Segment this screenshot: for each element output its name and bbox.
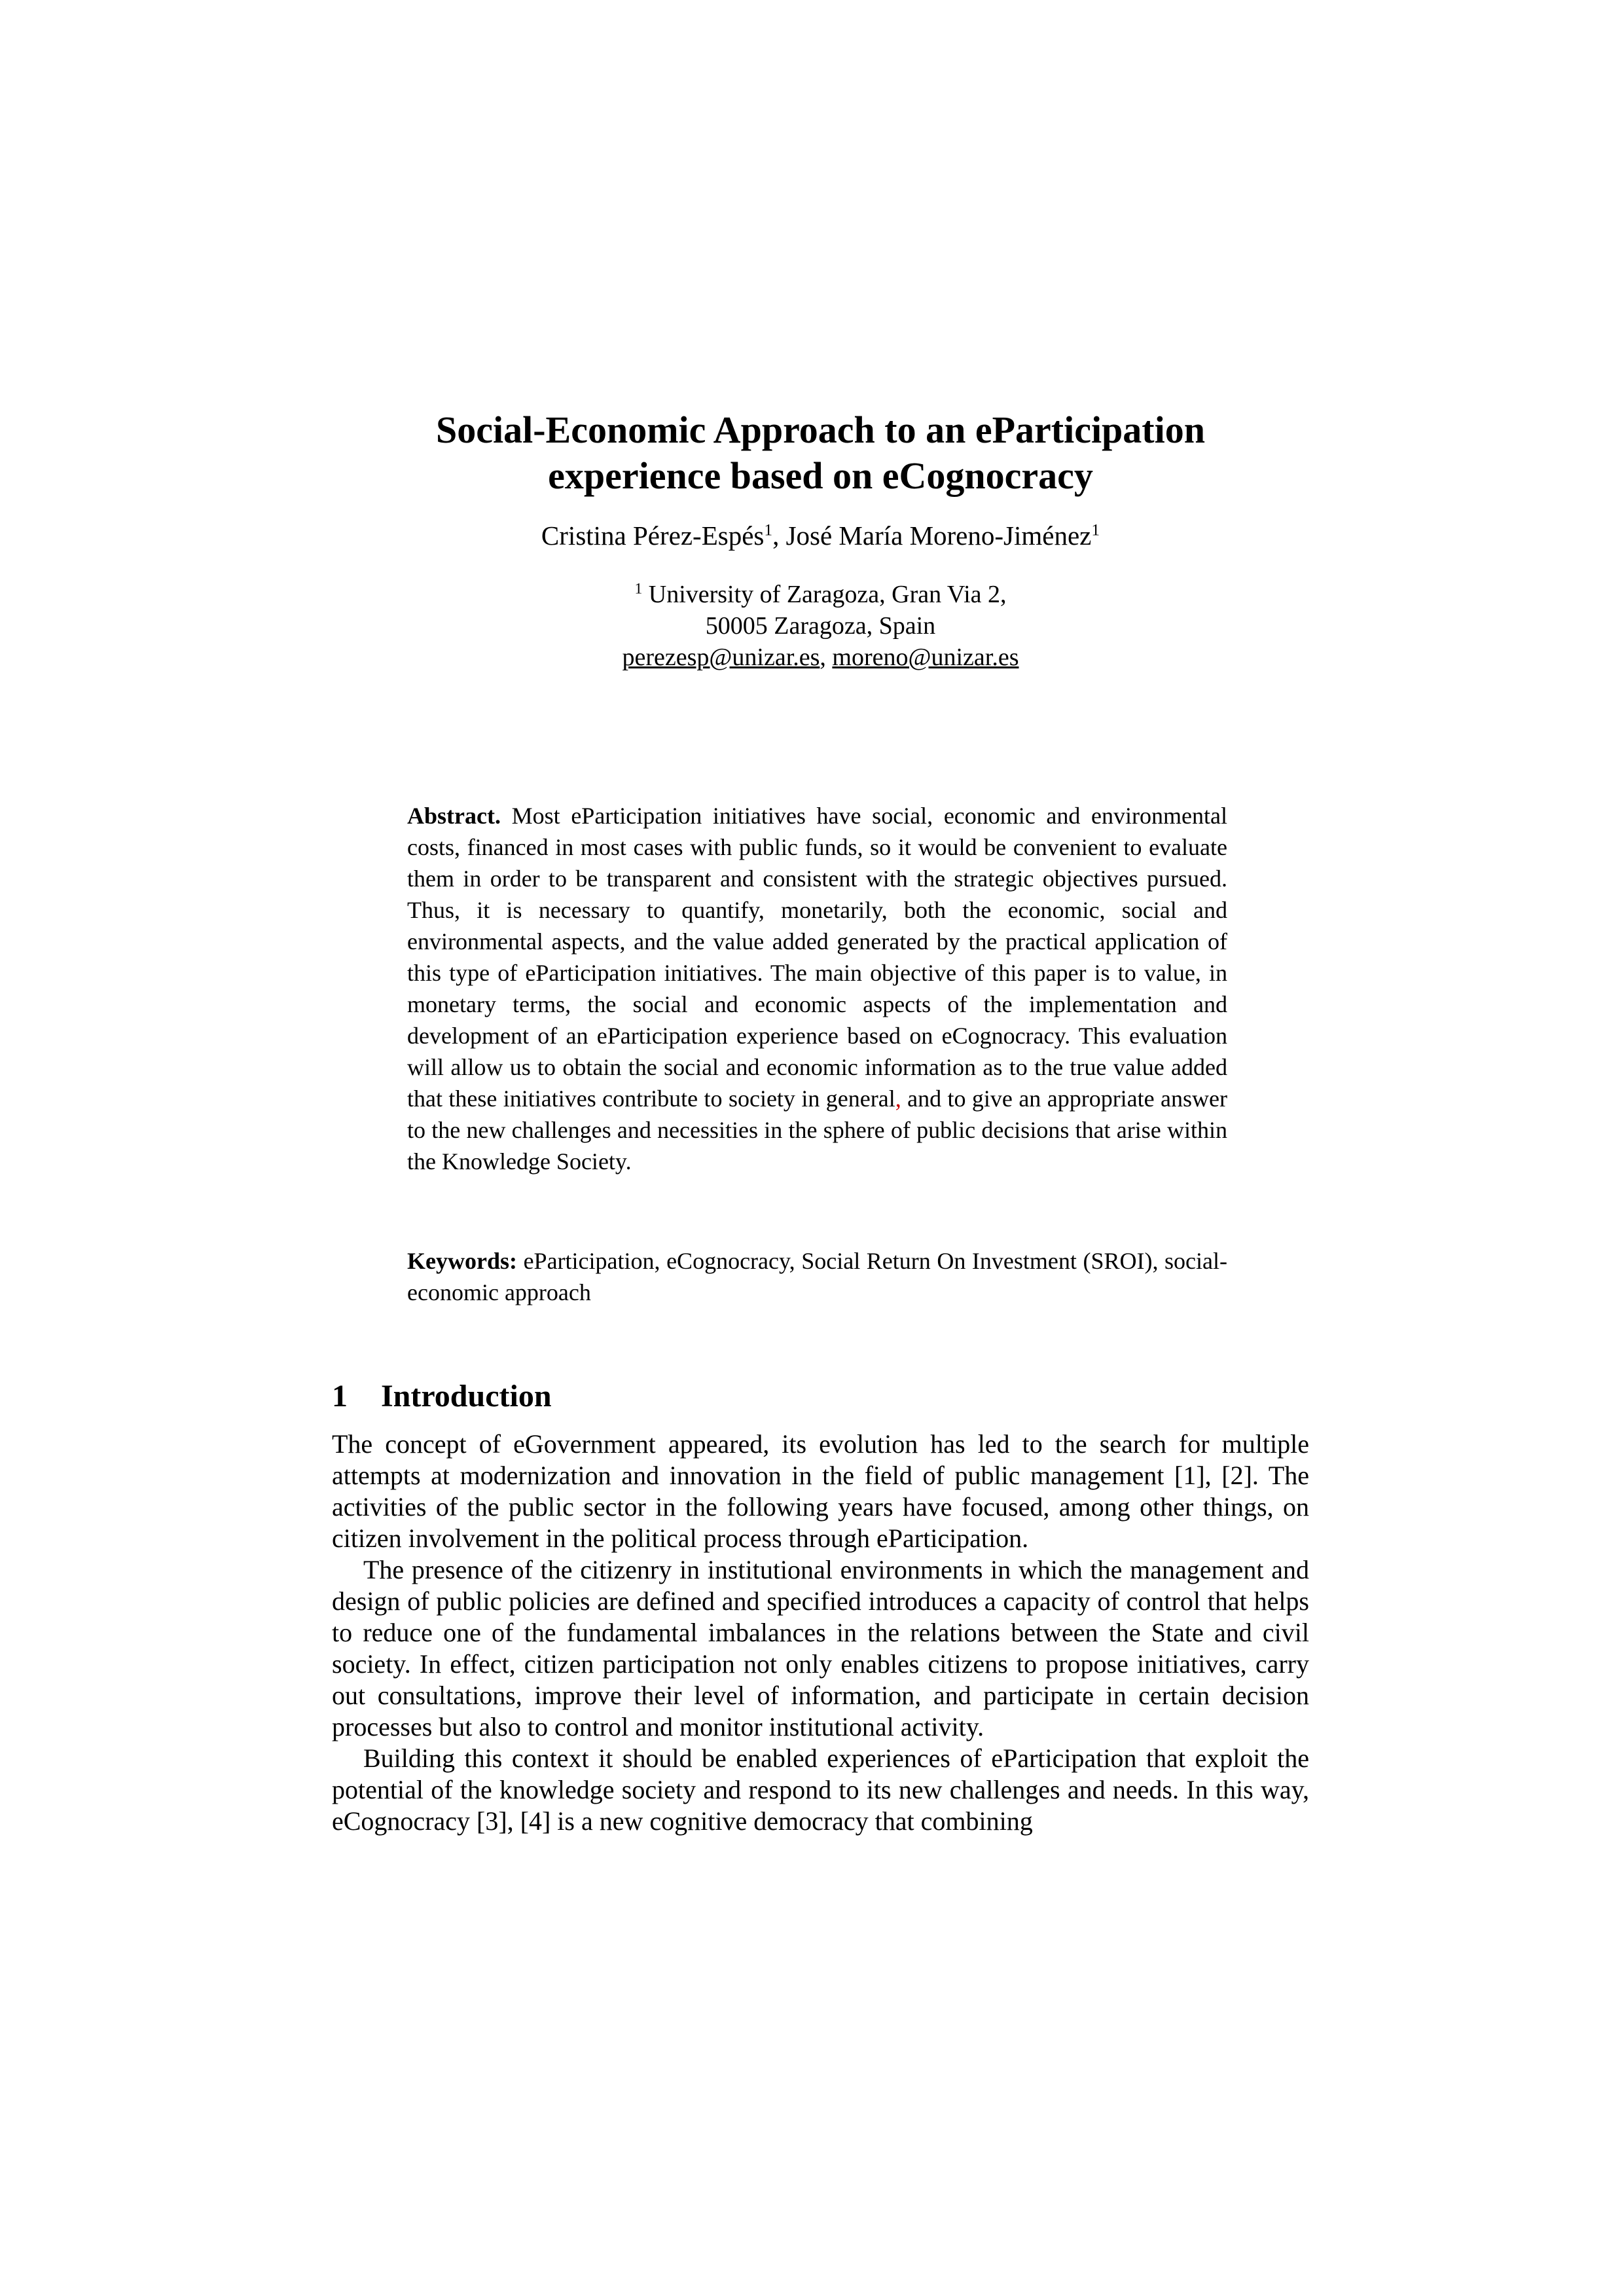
affiliation-institution: University of Zaragoza, Gran Via 2, [642,581,1007,608]
email-link-2[interactable]: moreno@unizar.es [832,644,1019,671]
section-title: Introduction [381,1379,552,1413]
author-line [332,519,1309,553]
paper-title-line1: Social-Economic Approach to an eParticipation [435,409,1205,451]
keywords-text [407,1245,1227,1308]
author-separator: , [772,520,786,551]
abstract-red-comma: , [895,1085,901,1112]
author-affiliation-mark-1: 1 [764,520,773,539]
section-heading-introduction [332,1377,1309,1415]
body-paragraph-1: The concept of eGovernment appeared, its evolution has led to the search for multiple attempts at modernization and innovation in the field of public management [1], [2]. The activities of the public sector in the following years have focused, among other things, on citizen involvement in the political process through eParticipation. [332,1429,1309,1553]
affiliation-emails [332,642,1309,673]
abstract-body-part-2: and to give an appropriate answer to the new challenges and necessities in the sphere of public decisions that arise within the Knowledge Society. [407,1085,1228,1175]
body-paragraph-3: Building this context it should be enabled experiences of eParticipation that exploit the potential of the knowledge society and respond to its new challenges and needs. In this way, eCognocracy [3], [4] is a new cognitive democracy that combining [332,1743,1309,1836]
author-name-1: Cristina Pérez-Espés [541,520,765,551]
abstract-label: Abstract. [407,803,501,829]
keywords-list: eParticipation, eCognocracy, Social Return On Investment (SROI), social-economic approach [407,1248,1227,1305]
keywords-label: Keywords: [407,1248,517,1274]
email-link-1[interactable]: perezesp@unizar.es [622,644,820,671]
section-number: 1 [332,1379,348,1413]
abstract-body-part-1: Most eParticipation initiatives have social, economic and environmental costs, financed in most cases with public funds, so it would be convenient to evaluate them in order to be transparent and consistent with the strategic objectives pursued. Thus, it is necessary to quantify, monetarily, both the economic, social and environmental aspects, and the value added generated by the practical application of this type of eParticipation initiatives. The main objective of this paper is to value, in monetary terms, the social and economic aspects of the implementation and development of an eParticipation experience based on eCognocracy. This evaluation will allow us to obtain the social and economic information as to the true value added that these initiatives contribute to society in general [407,803,1227,1112]
affiliation-line-2: 50005 Zaragoza, Spain [705,612,936,640]
abstract-block [407,800,1227,1177]
author-name-2: José María Moreno-Jiménez [785,520,1092,551]
affiliation-mark: 1 [634,580,643,598]
affiliation-line-1 [332,579,1309,610]
abstract-text [407,800,1227,1177]
body-paragraph-2: The presence of the citizenry in institutional environments in which the management and design of public policies are defined and specified introduces a capacity of control that helps to reduce one of the fundamental imbalances in the relations between the State and civil society. In effect, citizen participation not only enables citizens to propose initiatives, carry out consultations, improve their level of information, and participate in certain decision processes but also to control and monitor institutional activity. [332,1555,1309,1741]
paper-title [332,407,1309,499]
keywords-block [407,1245,1227,1308]
affiliation-block [332,579,1309,673]
email-separator: , [820,644,833,671]
paper-title-line2: experience based on eCognocracy [548,454,1093,497]
author-affiliation-mark-2: 1 [1091,520,1100,539]
